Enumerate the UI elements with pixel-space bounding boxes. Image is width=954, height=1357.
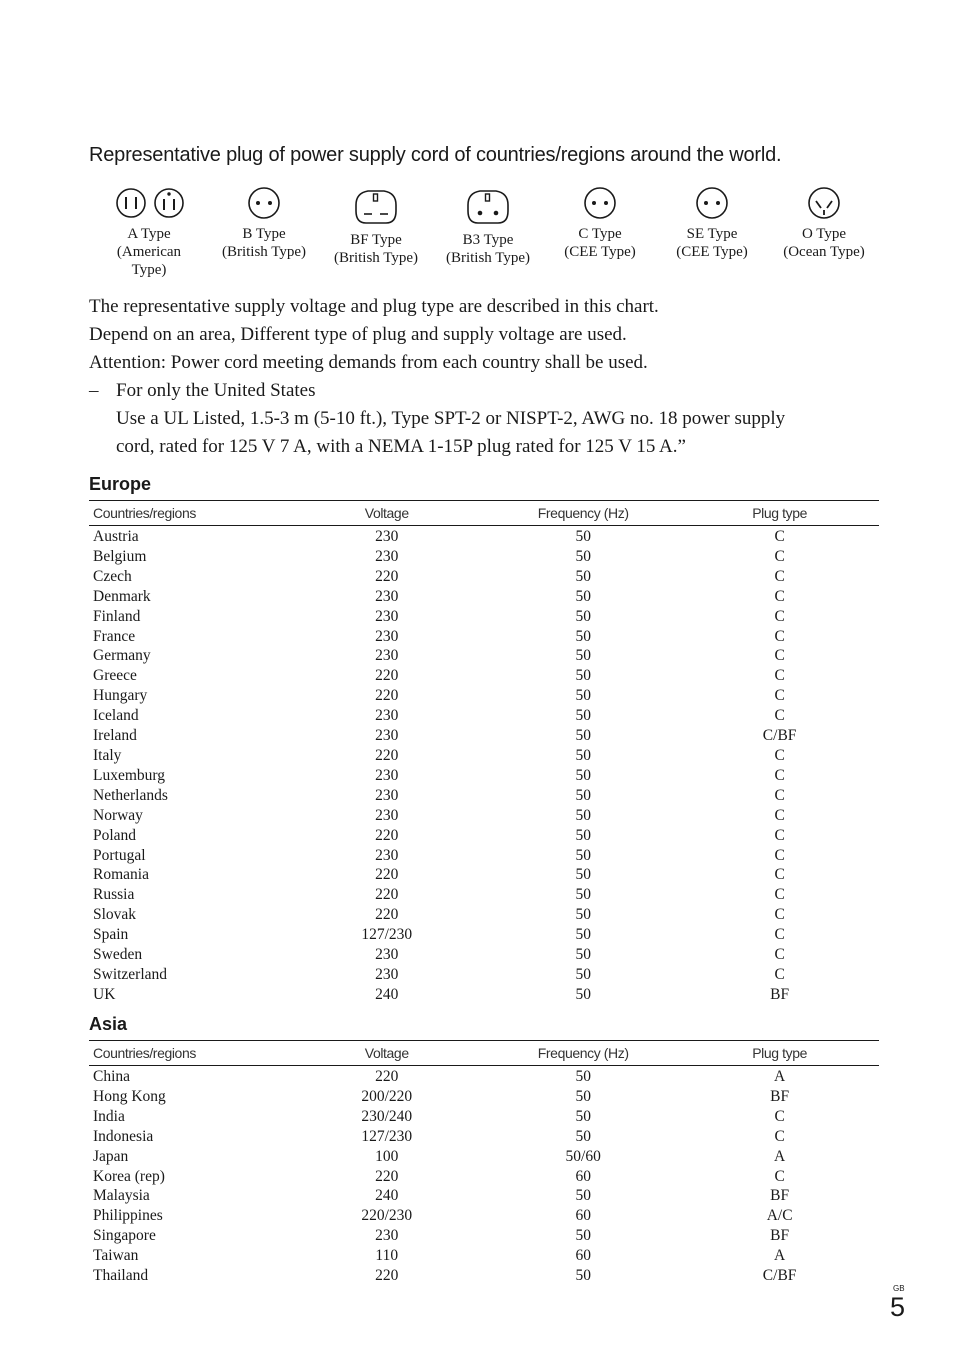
plug-type-cell: C [774, 587, 785, 605]
column-header-frequency: Frequency (Hz) [486, 1041, 680, 1066]
frequency-cell: 50 [575, 667, 591, 685]
voltage-cell: 230 [375, 965, 399, 983]
table-row [89, 965, 879, 985]
frequency-cell: 50 [575, 746, 591, 764]
intro-line-2: Depend on an area, Different type of plug and supply voltage are used. [89, 324, 627, 345]
country-cell: Norway [93, 806, 143, 824]
plug-type-cell: C [774, 1127, 785, 1145]
voltage-cell: 220 [375, 667, 399, 685]
plug-type-cell: C [774, 846, 785, 864]
plug-desc: Type) [131, 262, 167, 278]
plug-a-type [93, 185, 205, 279]
plug-type-cell: A [774, 1147, 786, 1165]
voltage-cell: 200/220 [361, 1087, 413, 1105]
plug-se-type [656, 185, 768, 261]
country-cell: Hungary [93, 687, 148, 705]
voltage-cell: 230 [375, 528, 399, 545]
list-dash: – [89, 380, 99, 401]
country-cell: Ireland [93, 727, 137, 745]
country-cell: Poland [93, 826, 137, 844]
voltage-cell: 220 [375, 1167, 399, 1185]
plug-o-type [768, 185, 880, 261]
frequency-cell: 50 [575, 607, 591, 625]
frequency-cell: 50 [575, 866, 591, 884]
table-row [89, 1167, 879, 1187]
a-type-plug-icon [109, 185, 189, 221]
country-cell: Philippines [93, 1207, 163, 1225]
column-header-voltage: Voltage [287, 501, 486, 526]
country-cell: France [93, 627, 136, 645]
plug-type-cell: BF [770, 1227, 790, 1245]
europe-section-title: Europe [89, 474, 152, 494]
plug-type-cell: C [774, 926, 785, 944]
plug-type-cell: A/C [766, 1207, 793, 1225]
plug-type-cell: A [774, 1247, 786, 1265]
frequency-cell: 50 [575, 687, 591, 705]
frequency-cell: 50 [575, 1087, 591, 1105]
asia-table [89, 1040, 879, 1286]
voltage-cell: 230 [375, 647, 399, 665]
voltage-cell: 240 [375, 1187, 399, 1205]
b3-type-plug-icon [464, 185, 512, 227]
plug-type-cell: C [774, 826, 785, 844]
plug-type-cell: C [774, 687, 785, 705]
country-cell: Taiwan [93, 1247, 139, 1265]
voltage-cell: 220 [375, 906, 399, 924]
voltage-cell: 220 [375, 866, 399, 884]
table-row [89, 1206, 879, 1226]
column-header-voltage: Voltage [287, 1041, 486, 1066]
frequency-cell: 50 [575, 846, 591, 864]
country-cell: Malaysia [93, 1187, 150, 1205]
plug-type-cell: BF [770, 1087, 790, 1105]
plug-type-cell: C [774, 886, 785, 904]
table-row [89, 726, 879, 746]
asia-section-title: Asia [89, 1014, 128, 1034]
page-heading: Representative plug of power supply cord of countries/regions around the world. [89, 144, 782, 166]
table-row [89, 627, 879, 647]
frequency-cell: 50 [575, 946, 591, 964]
plug-type-cell: C [774, 547, 785, 565]
plug-type-cell: BF [770, 985, 790, 1003]
us-note-title: For only the United States [116, 380, 316, 401]
plug-type-cell: BF [770, 1187, 790, 1205]
voltage-cell: 100 [375, 1147, 399, 1165]
plug-desc: (British Type) [333, 250, 419, 266]
frequency-cell: 60 [575, 1207, 591, 1225]
plug-type-cell: C [774, 766, 785, 784]
country-cell: India [93, 1107, 125, 1125]
plug-name: A Type [127, 226, 171, 242]
country-cell: Finland [93, 607, 141, 625]
column-header-country: Countries/regions [89, 1041, 287, 1066]
frequency-cell: 50 [575, 1107, 591, 1125]
voltage-cell: 230 [375, 1227, 399, 1245]
plug-type-cell: C [774, 1167, 785, 1185]
country-cell: Romania [93, 866, 149, 884]
plug-type-cell: C [774, 906, 785, 924]
plug-type-cell: C [774, 528, 785, 545]
frequency-cell: 50 [575, 528, 591, 545]
table-row [89, 766, 879, 786]
plug-name: C Type [578, 226, 622, 242]
voltage-cell: 230 [375, 806, 399, 824]
frequency-cell: 50 [575, 707, 591, 725]
se-type-plug-icon [692, 185, 732, 221]
voltage-cell: 230 [375, 766, 399, 784]
intro-line-3: Attention: Power cord meeting demands from each country shall be used. [89, 352, 648, 373]
plug-desc: (CEE Type) [564, 244, 636, 260]
table-row [89, 567, 879, 587]
voltage-cell: 220 [375, 687, 399, 705]
frequency-cell: 50 [575, 786, 591, 804]
country-cell: Belgium [93, 547, 147, 565]
country-cell: Iceland [93, 707, 139, 725]
voltage-cell: 230 [375, 786, 399, 804]
frequency-cell: 50 [575, 727, 591, 745]
plug-types-diagram [93, 185, 883, 295]
country-cell: China [93, 1068, 131, 1085]
table-row [89, 746, 879, 766]
column-header-plug-type: Plug type [680, 501, 879, 526]
table-row [89, 1266, 879, 1286]
plug-desc: (American [116, 244, 182, 260]
frequency-cell: 50 [575, 647, 591, 665]
b-type-plug-icon [244, 185, 284, 221]
table-header-row [89, 1041, 879, 1066]
plug-b3-type [432, 185, 544, 267]
c-type-plug-icon [580, 185, 620, 221]
frequency-cell: 50 [575, 547, 591, 565]
voltage-cell: 230 [375, 627, 399, 645]
frequency-cell: 60 [575, 1167, 591, 1185]
plug-type-cell: C [774, 707, 785, 725]
column-header-frequency: Frequency (Hz) [486, 501, 680, 526]
region-code: GB [893, 1284, 905, 1293]
voltage-cell: 230 [375, 587, 399, 605]
frequency-cell: 50 [575, 1127, 591, 1145]
voltage-cell: 220 [375, 1267, 399, 1285]
table-row [89, 885, 879, 905]
table-row [89, 865, 879, 885]
plug-type-cell: C/BF [762, 727, 797, 745]
plug-type-cell: C [774, 1107, 785, 1125]
voltage-cell: 127/230 [361, 1127, 413, 1145]
country-cell: Russia [93, 886, 135, 904]
plug-name: B3 Type [462, 232, 514, 248]
country-cell: Singapore [93, 1227, 156, 1245]
europe-table [89, 500, 879, 1005]
us-note-line-1: Use a UL Listed, 1.5-3 m (5-10 ft.), Type SPT-2 or NISPT-2, AWG no. 18 power supply [116, 408, 786, 429]
country-cell: Hong Kong [93, 1087, 166, 1105]
country-cell: Netherlands [93, 786, 168, 804]
table-row [89, 587, 879, 607]
plug-type-cell: C [774, 647, 785, 665]
plug-type-cell: C [774, 627, 785, 645]
plug-desc: (British Type) [221, 244, 307, 260]
voltage-cell: 230 [375, 547, 399, 565]
plug-desc: (British Type) [445, 250, 531, 266]
frequency-cell: 50 [575, 766, 591, 784]
voltage-cell: 230 [375, 707, 399, 725]
asia-table-body [89, 1066, 879, 1286]
voltage-cell: 230 [375, 607, 399, 625]
voltage-cell: 230 [375, 727, 399, 745]
plug-type-cell: C [774, 607, 785, 625]
country-cell: Sweden [93, 946, 143, 964]
table-row [89, 945, 879, 965]
table-row [89, 686, 879, 706]
table-row [89, 607, 879, 627]
page-number: 5 [890, 1292, 906, 1322]
table-row [89, 826, 879, 846]
frequency-cell: 50 [575, 627, 591, 645]
frequency-cell: 50 [575, 1187, 591, 1205]
plug-type-cell: C [774, 946, 785, 964]
table-row [89, 985, 879, 1005]
country-cell: Slovak [93, 906, 137, 924]
table-header-row [89, 501, 879, 526]
plug-type-cell: C [774, 786, 785, 804]
plug-type-cell: C [774, 567, 785, 585]
country-cell: Japan [93, 1147, 129, 1165]
table-row [89, 706, 879, 726]
table-row [89, 1246, 879, 1266]
frequency-cell: 50 [575, 826, 591, 844]
frequency-cell: 50 [575, 886, 591, 904]
table-row [89, 1066, 879, 1087]
frequency-cell: 50 [575, 567, 591, 585]
table-row [89, 1127, 879, 1147]
frequency-cell: 50 [575, 926, 591, 944]
frequency-cell: 50 [575, 906, 591, 924]
plug-type-cell: C [774, 746, 785, 764]
voltage-cell: 110 [375, 1247, 399, 1265]
us-note-line-2: cord, rated for 125 V 7 A, with a NEMA 1-15P plug rated for 125 V 15 A.” [116, 436, 686, 457]
table-row [89, 526, 879, 547]
table-row [89, 646, 879, 666]
plug-name: BF Type [350, 232, 402, 248]
voltage-cell: 230/240 [361, 1107, 413, 1125]
frequency-cell: 50 [575, 985, 591, 1003]
country-cell: Portugal [93, 846, 146, 864]
country-cell: Luxemburg [93, 766, 166, 784]
voltage-cell: 220/230 [361, 1207, 413, 1225]
frequency-cell: 50 [575, 1068, 591, 1085]
country-cell: Switzerland [93, 965, 168, 983]
column-header-plug-type: Plug type [680, 1041, 879, 1066]
plug-bf-type [320, 185, 432, 267]
voltage-cell: 220 [375, 567, 399, 585]
country-cell: Italy [93, 746, 122, 764]
plug-name: B Type [242, 226, 286, 242]
plug-type-cell: C [774, 806, 785, 824]
voltage-cell: 230 [375, 846, 399, 864]
table-row [89, 806, 879, 826]
country-cell: Spain [93, 926, 129, 944]
plug-name: O Type [801, 226, 847, 242]
voltage-cell: 220 [375, 826, 399, 844]
plug-name: SE Type [686, 226, 738, 242]
frequency-cell: 50 [575, 806, 591, 824]
voltage-cell: 127/230 [361, 926, 413, 944]
table-row [89, 1107, 879, 1127]
frequency-cell: 50 [575, 965, 591, 983]
plug-desc: (Ocean Type) [783, 244, 865, 260]
plug-type-cell: C [774, 965, 785, 983]
voltage-cell: 230 [375, 946, 399, 964]
table-row [89, 905, 879, 925]
country-cell: Denmark [93, 587, 151, 605]
country-cell: Korea (rep) [93, 1167, 165, 1185]
intro-line-1: The representative supply voltage and plug type are described in this chart. [89, 296, 659, 317]
plug-b-type [208, 185, 320, 261]
country-cell: Germany [93, 647, 151, 665]
frequency-cell: 60 [575, 1247, 591, 1265]
country-cell: Thailand [93, 1267, 149, 1285]
table-row [89, 925, 879, 945]
o-type-plug-icon [804, 185, 844, 221]
plug-type-cell: A [774, 1068, 786, 1085]
country-cell: Austria [93, 528, 139, 545]
table-row [89, 1186, 879, 1206]
table-row [89, 846, 879, 866]
column-header-country: Countries/regions [89, 501, 287, 526]
country-cell: Indonesia [93, 1127, 154, 1145]
frequency-cell: 50/60 [565, 1147, 601, 1165]
plug-desc: (CEE Type) [676, 244, 748, 260]
table-row [89, 1147, 879, 1167]
voltage-cell: 220 [375, 886, 399, 904]
country-cell: Greece [93, 667, 137, 685]
bf-type-plug-icon [352, 185, 400, 227]
voltage-cell: 220 [375, 746, 399, 764]
frequency-cell: 50 [575, 1267, 591, 1285]
plug-type-cell: C/BF [762, 1267, 797, 1285]
plug-type-cell: C [774, 667, 785, 685]
table-row [89, 547, 879, 567]
plug-c-type [544, 185, 656, 261]
country-cell: UK [93, 985, 116, 1003]
europe-table-body [89, 526, 879, 1005]
table-row [89, 1226, 879, 1246]
voltage-cell: 240 [375, 985, 399, 1003]
table-row [89, 786, 879, 806]
frequency-cell: 50 [575, 1227, 591, 1245]
frequency-cell: 50 [575, 587, 591, 605]
table-row [89, 666, 879, 686]
country-cell: Czech [93, 567, 132, 585]
table-row [89, 1087, 879, 1107]
voltage-cell: 220 [375, 1068, 399, 1085]
plug-type-cell: C [774, 866, 785, 884]
